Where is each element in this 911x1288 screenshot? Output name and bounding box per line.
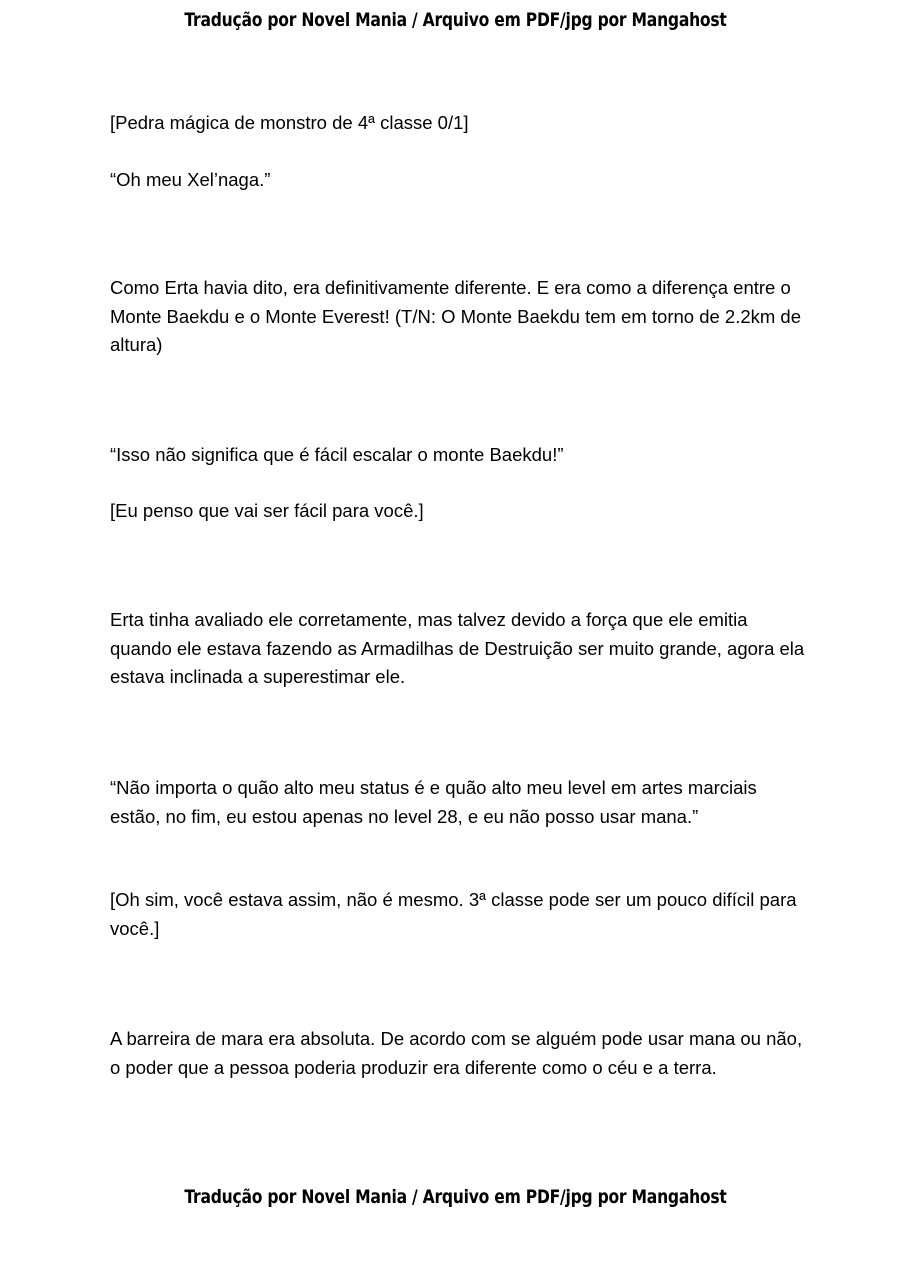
paragraph-baekdu-not-easy: “Isso não significa que é fácil escalar o monte Baekdu!” [110,444,564,465]
page-footer-credit: Tradução por Novel Mania / Arquivo em PDF/jpg por Mangahost [184,1186,727,1208]
paragraph-level-28: “Não importa o quão alto meu status é e quão alto meu level em artes marciais estão, no fim, eu estou apenas no level 28, e eu não posso usar mana.” [110,777,757,827]
paragraph-oh-my-xelnaga: “Oh meu Xel’naga.” [110,169,271,190]
paragraph-erta-difference: Como Erta havia dito, era definitivamente diferente. E era como a diferença entre o Monte Baekdu e o Monte Everest! (T/N: O Monte Baekdu tem em torno de 2.2km de altura) [110,277,802,355]
paragraph-magic-stone: [Pedra mágica de monstro de 4ª classe 0/1] [110,112,469,133]
paragraph-third-class: [Oh sim, você estava assim, não é mesmo. 3ª classe pode ser um pouco difícil para você.] [110,889,797,939]
paragraph-mana-barrier: A barreira de mara era absoluta. De acordo com se alguém pode usar mana ou não, o poder que a pessoa poderia produzir era diferente como o céu e a terra. [110,1028,803,1078]
paragraph-erta-evaluated: Erta tinha avaliado ele corretamente, mas talvez devido a força que ele emitia quando ele estava fazendo as Armadilhas de Destruição ser muito grande, agora ela estava inclinada a superestimar ele. [110,609,805,687]
paragraph-easy-for-you: [Eu penso que vai ser fácil para você.] [110,500,424,521]
page-header-credit: Tradução por Novel Mania / Arquivo em PDF/jpg por Mangahost [184,9,727,31]
